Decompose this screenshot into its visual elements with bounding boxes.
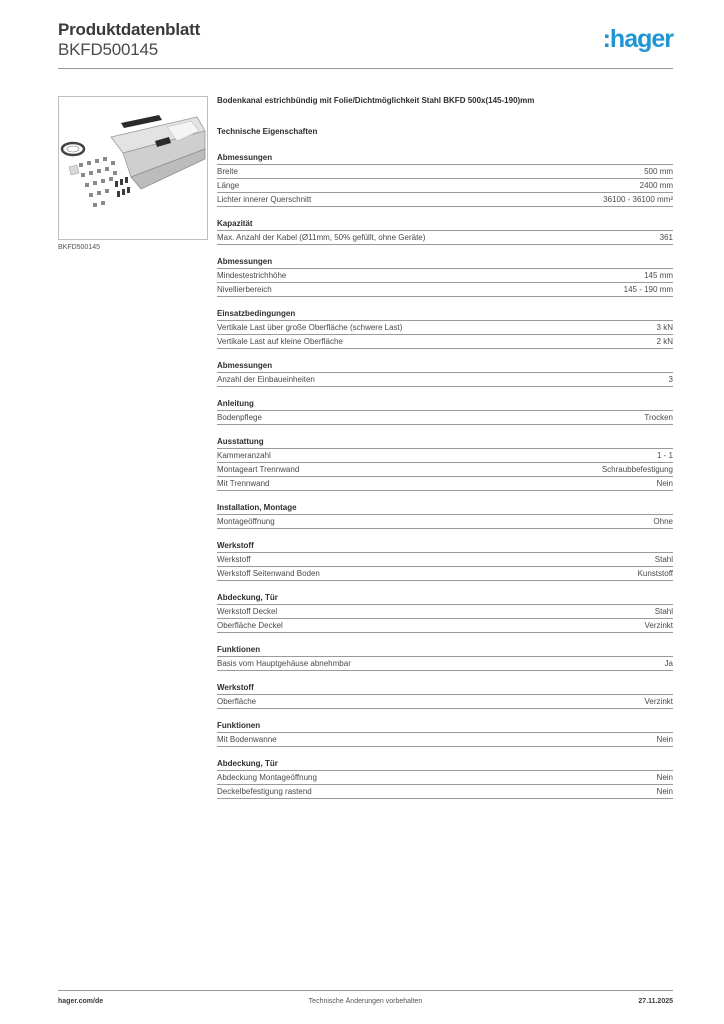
property-label: Montageöffnung xyxy=(217,517,275,526)
property-row xyxy=(217,619,673,633)
property-label: Lichter innerer Querschnitt xyxy=(217,195,312,204)
property-value: Nein xyxy=(656,787,673,796)
article-number: BKFD500145 xyxy=(58,40,159,59)
section-title: Abdeckung, Tür xyxy=(217,757,673,771)
property-label: Montageart Trennwand xyxy=(217,465,300,474)
section-title: Funktionen xyxy=(217,643,673,657)
property-section xyxy=(217,397,673,425)
property-label: Nivellierbereich xyxy=(217,285,272,294)
product-image xyxy=(58,96,208,240)
floor-duct-illustration xyxy=(59,97,207,239)
page-header xyxy=(58,20,673,68)
section-title: Abmessungen xyxy=(217,359,673,373)
property-value: Verzinkt xyxy=(644,697,673,706)
property-value: 500 mm xyxy=(644,167,673,176)
property-section xyxy=(217,719,673,747)
property-label: Mit Bodenwanne xyxy=(217,735,277,744)
property-label: Max. Anzahl der Kabel (Ø11mm, 50% gefüllt, ohne Geräte) xyxy=(217,233,426,242)
property-row xyxy=(217,515,673,529)
property-value: 3 kN xyxy=(656,323,673,332)
property-label: Basis vom Hauptgehäuse abnehmbar xyxy=(217,659,351,668)
property-row xyxy=(217,449,673,463)
property-label: Werkstoff Seitenwand Boden xyxy=(217,569,320,578)
property-label: Werkstoff Deckel xyxy=(217,607,278,616)
section-title: Funktionen xyxy=(217,719,673,733)
property-section xyxy=(217,255,673,297)
page-footer xyxy=(58,998,673,1010)
property-label: Vertikale Last über große Oberfläche (schwere Last) xyxy=(217,323,403,332)
section-title: Kapazität xyxy=(217,217,673,231)
property-label: Oberfläche Deckel xyxy=(217,621,283,630)
property-row xyxy=(217,335,673,349)
property-value: Ja xyxy=(664,659,673,668)
property-row xyxy=(217,283,673,297)
property-value: Verzinkt xyxy=(644,621,673,630)
property-value: Kunststoff xyxy=(637,569,673,578)
property-row xyxy=(217,567,673,581)
header-divider xyxy=(58,68,673,69)
property-label: Länge xyxy=(217,181,240,190)
property-value: Stahl xyxy=(654,555,673,564)
property-row xyxy=(217,411,673,425)
footer-website: hager.com/de xyxy=(58,998,104,1005)
property-section xyxy=(217,591,673,633)
property-section xyxy=(217,151,673,207)
property-section xyxy=(217,757,673,799)
property-label: Vertikale Last auf kleine Oberfläche xyxy=(217,337,343,346)
property-label: Mindestestrichhöhe xyxy=(217,271,287,280)
property-value: 145 - 190 mm xyxy=(623,285,673,294)
property-value: Stahl xyxy=(654,607,673,616)
property-row xyxy=(217,477,673,491)
section-title: Installation, Montage xyxy=(217,501,673,515)
section-title: Abmessungen xyxy=(217,255,673,269)
property-label: Mit Trennwand xyxy=(217,479,270,488)
property-row xyxy=(217,553,673,567)
property-section xyxy=(217,307,673,349)
property-value: Nein xyxy=(656,735,673,744)
section-title: Abmessungen xyxy=(217,151,673,165)
property-value: 2400 mm xyxy=(639,181,673,190)
property-label: Breite xyxy=(217,167,238,176)
property-value: 361 xyxy=(659,233,673,242)
property-row xyxy=(217,733,673,747)
footer-divider xyxy=(58,990,673,991)
property-label: Deckelbefestigung rastend xyxy=(217,787,312,796)
property-label: Werkstoff xyxy=(217,555,251,564)
property-row xyxy=(217,463,673,477)
property-row xyxy=(217,165,673,179)
property-section xyxy=(217,539,673,581)
property-label: Abdeckung Montageöffnung xyxy=(217,773,317,782)
property-value: 3 xyxy=(668,375,673,384)
property-row xyxy=(217,373,673,387)
property-label: Bodenpflege xyxy=(217,413,262,422)
property-section xyxy=(217,435,673,491)
section-title: Ausstattung xyxy=(217,435,673,449)
product-title: Bodenkanal estrichbündig mit Folie/Dichtmöglichkeit Stahl BKFD 500x(145-190)mm xyxy=(217,96,535,105)
property-label: Kammeranzahl xyxy=(217,451,271,460)
property-row xyxy=(217,193,673,207)
product-content xyxy=(217,94,673,809)
footer-notice: Technische Änderungen vorbehalten xyxy=(308,998,423,1005)
property-section xyxy=(217,501,673,529)
section-title: Werkstoff xyxy=(217,681,673,695)
property-row xyxy=(217,785,673,799)
property-section xyxy=(217,681,673,709)
property-label: Anzahl der Einbaueinheiten xyxy=(217,375,315,384)
property-value: Nein xyxy=(656,479,673,488)
property-section xyxy=(217,643,673,671)
property-row xyxy=(217,605,673,619)
image-caption: BKFD500145 xyxy=(58,244,101,251)
footer-date: 27.11.2025 xyxy=(638,998,673,1005)
property-value: 2 kN xyxy=(656,337,673,346)
property-row xyxy=(217,231,673,245)
properties-sections xyxy=(217,151,673,799)
property-value: 145 mm xyxy=(644,271,673,280)
property-section xyxy=(217,217,673,245)
section-title: Anleitung xyxy=(217,397,673,411)
property-row xyxy=(217,321,673,335)
property-section xyxy=(217,359,673,387)
property-row xyxy=(217,657,673,671)
property-value: Ohne xyxy=(653,517,673,526)
technical-properties-heading: Technische Eigenschaften xyxy=(217,127,318,136)
property-value: Trocken xyxy=(644,413,673,422)
property-row xyxy=(217,771,673,785)
property-row xyxy=(217,179,673,193)
hager-logo: :hager xyxy=(602,25,673,53)
property-value: 1 - 1 xyxy=(656,451,673,460)
document-title: Produktdatenblatt xyxy=(58,20,201,39)
property-value: Schraubbefestigung xyxy=(601,465,673,474)
property-row xyxy=(217,695,673,709)
property-value: 36100 - 36100 mm² xyxy=(603,195,673,204)
property-label: Oberfläche xyxy=(217,697,257,706)
property-value: Nein xyxy=(656,773,673,782)
section-title: Abdeckung, Tür xyxy=(217,591,673,605)
property-row xyxy=(217,269,673,283)
section-title: Werkstoff xyxy=(217,539,673,553)
section-title: Einsatzbedingungen xyxy=(217,307,673,321)
